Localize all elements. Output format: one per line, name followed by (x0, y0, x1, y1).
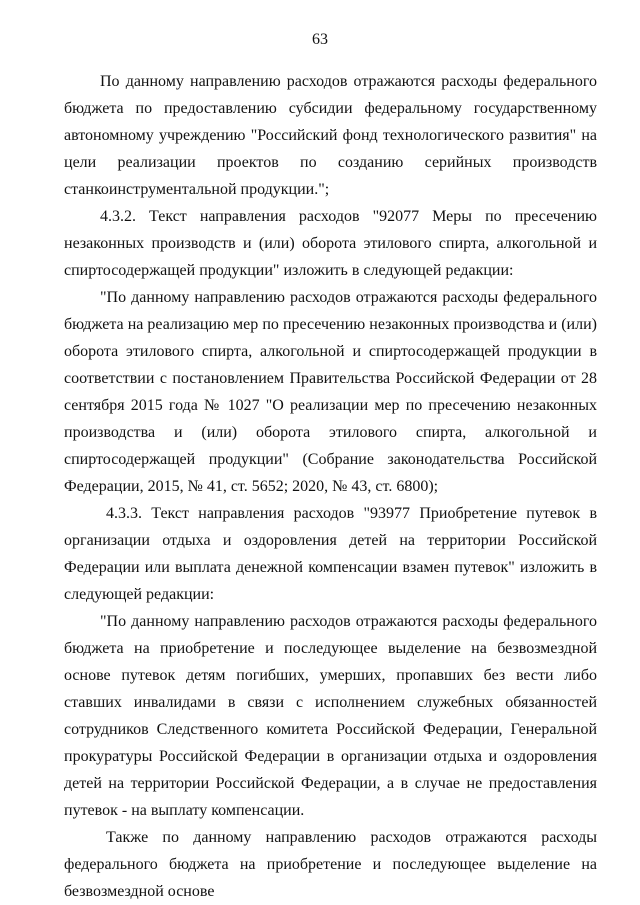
paragraph-1: По данному направлению расходов отражаются расходы федерального бюджета по предоставлению субсидии федеральному государственному автономному учреждению "Российский фонд технологического развития" на цели реализации проектов по созданию серийных производств станкоинструментальной продукции."; (64, 73, 597, 198)
page-number: 63 (312, 31, 328, 48)
paragraph-3: "По данному направлению расходов отражаются расходы федерального бюджета на реализацию мер по пресечению незаконных производства и (или) оборота этилового спирта, алкогольной и спиртосодержащей продукции в соответствии с постановлением Правительства Российской Федерации от 28 сентября 2015 года № 1027 "О реализации мер по пресечению незаконных производства и (или) оборота этилового спирта, алкогольной и спиртосодержащей продукции" (Собрание законодательства Российской Федерации, 2015, № 41, ст. 5652; 2020, № 43, ст. 6800); (64, 289, 597, 495)
document-body (64, 68, 597, 905)
paragraph-5: "По данному направлению расходов отражаются расходы федерального бюджета на приобретение и последующее выделение на безвозмездной основе путевок детям погибших, умерших, пропавших без вести либо ставших инвалидами в связи с исполнением служебных обязанностей сотрудников Следственного комитета Российской Федерации, Генеральной прокуратуры Российской Федерации в организации отдыха и оздоровления детей на территории Российской Федерации, а в случае не предоставления путевок - на выплату компенсации. (64, 613, 597, 819)
paragraph-2: 4.3.2. Текст направления расходов "92077 Меры по пресечению незаконных производств и (или) оборота этилового спирта, алкогольной и спиртосодержащей продукции" изложить в следующей редакции: (64, 208, 597, 279)
paragraph-6: Также по данному направлению расходов отражаются расходы федерального бюджета на приобретение и последующее выделение на безвозмездной основе (64, 829, 597, 900)
paragraph-4: 4.3.3. Текст направления расходов "93977 Приобретение путевок в организации отдыха и оздоровления детей на территории Российской Федерации или выплата денежной компенсации взамен путевок" изложить в следующей редакции: (64, 505, 597, 603)
